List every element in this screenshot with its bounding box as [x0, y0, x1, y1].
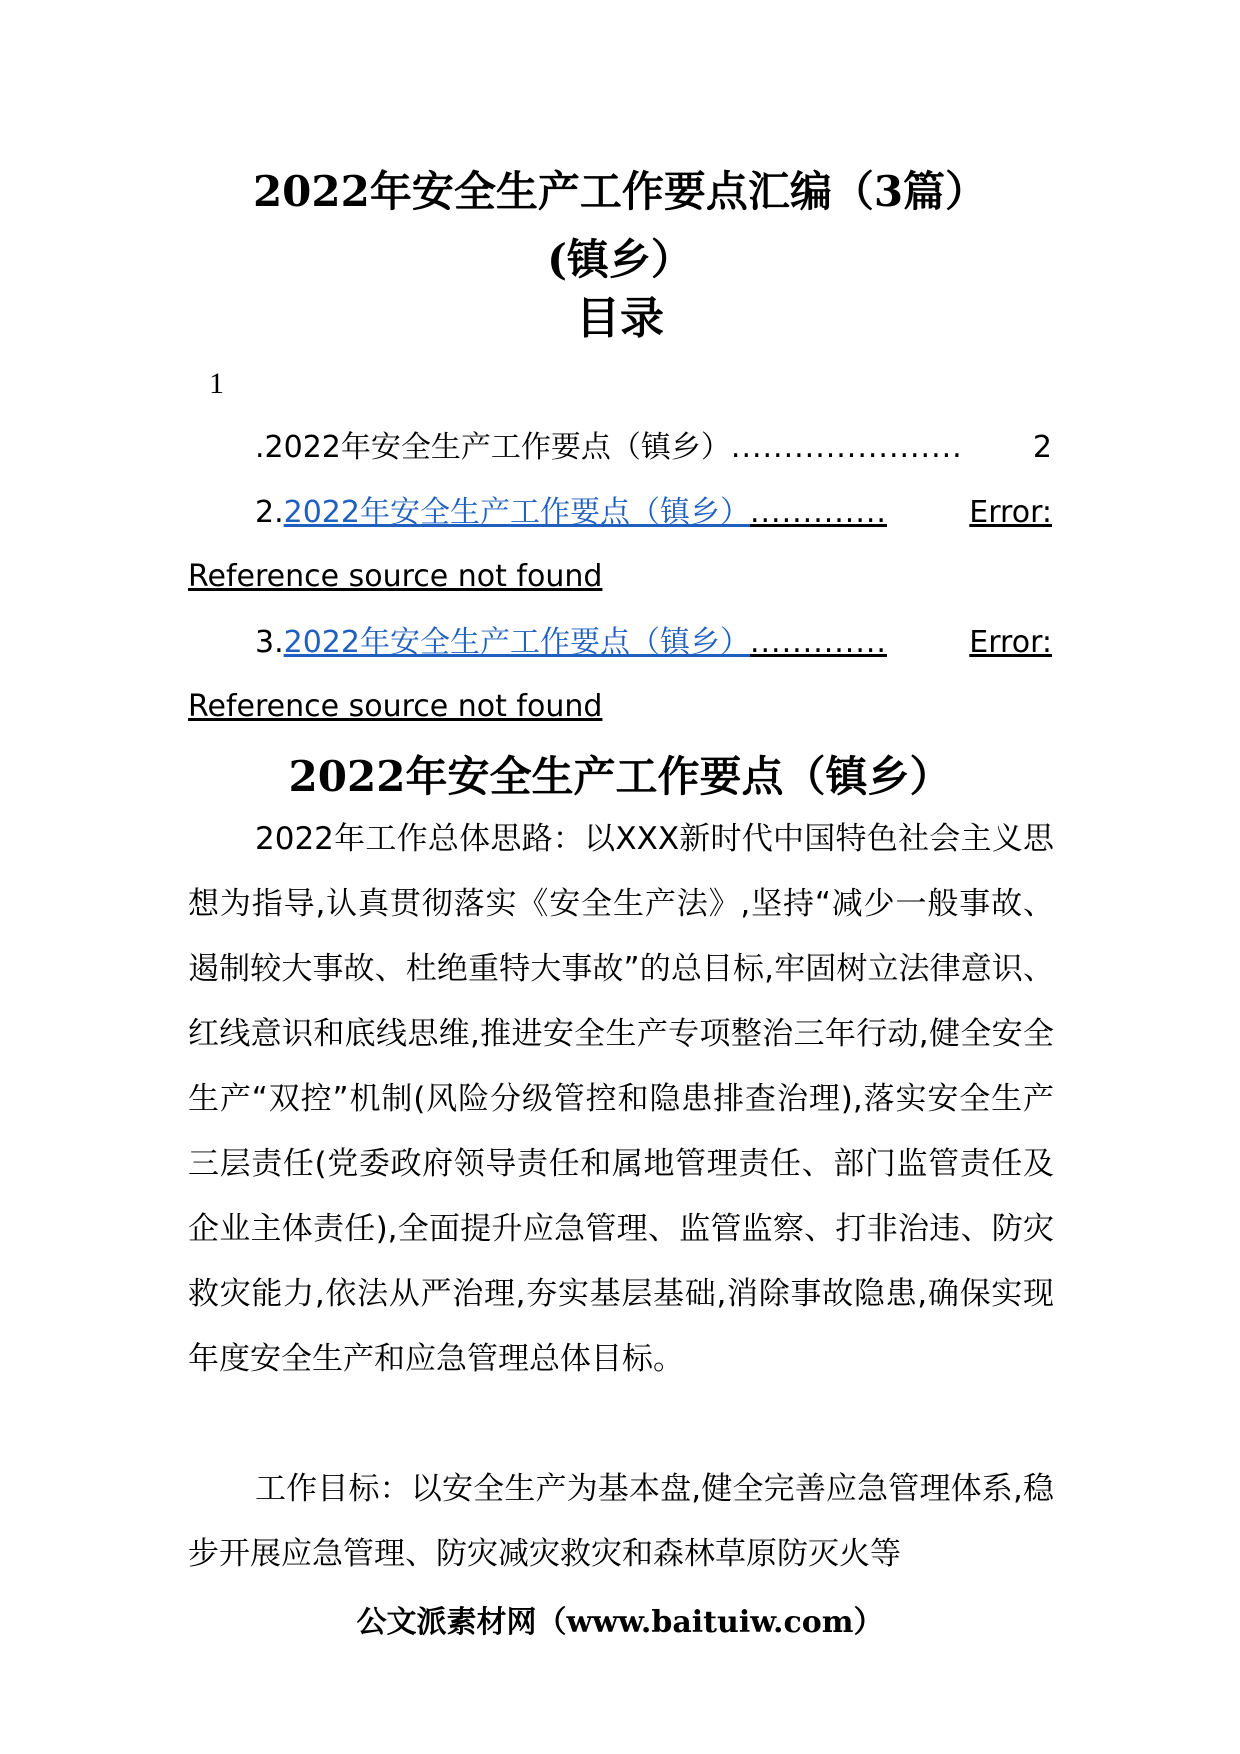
toc-item-3-error-text: Reference source not found	[188, 689, 603, 724]
body-paragraph-1: 2022年工作总体思路：以XXX新时代中国特色社会主义思想为指导,认真贯彻落实《安全生产法》,坚持“减少一般事故、遏制较大事故、杜绝重特大事故”的总目标,牢固树立法律意识、红线意识和底线思维,推进安全生产专项整治三年行动,健全安全生产“双控”机制(风险分级管控和隐患排查治理),落实安全生产三层责任(党委政府领导责任和属地管理责任、部门监管责任及企业主体责任),全面提升应急管理、监管监察、打非治违、防灾救灾能力,依法从严治理,夯实基层基础,消除事故隐患,确保实现年度安全生产和应急管理总体目标。	[188, 821, 1054, 1377]
toc-item-1-number: 1	[209, 367, 224, 400]
toc-item-1[interactable]	[255, 428, 1052, 468]
toc-item-2-leader: .............	[749, 495, 887, 530]
page-footer: 公文派素材网（www.baituiw.com）	[356, 1605, 884, 1640]
toc-item-3[interactable]	[255, 623, 1052, 663]
toc-item-3-page: Error:	[969, 625, 1052, 660]
section-title: 2022年安全生产工作要点（镇乡）	[288, 752, 952, 801]
toc-heading: 目录	[576, 293, 664, 344]
document-title-line1: 2022年安全生产工作要点汇编（3篇）	[252, 167, 988, 216]
body-paragraph-2: 工作目标：以安全生产为基本盘,健全完善应急管理体系,稳步开展应急管理、防灾减灾救灾和森林草原防灭火等	[188, 1471, 1054, 1572]
toc-item-2-error-text: Reference source not found	[188, 559, 603, 594]
toc-item-1-page: 2	[1032, 430, 1052, 465]
toc-item-3-link[interactable]: 2022年安全生产工作要点（镇乡）	[283, 625, 750, 660]
toc-item-3-prefix: 3.	[255, 625, 284, 660]
toc-item-3-leader: .............	[749, 625, 887, 660]
toc-item-2-page: Error:	[969, 495, 1052, 530]
toc-item-1-text[interactable]: 2022年安全生产工作要点（镇乡）	[264, 430, 731, 465]
toc-item-2-link[interactable]: 2022年安全生产工作要点（镇乡）	[283, 495, 750, 530]
toc-item-1-prefix: .	[255, 430, 265, 465]
toc-item-1-leader: ......................	[730, 430, 963, 465]
toc-item-2[interactable]	[255, 493, 1052, 533]
document-title-line2: (镇乡）	[547, 235, 693, 284]
toc-item-2-prefix: 2.	[255, 495, 284, 530]
